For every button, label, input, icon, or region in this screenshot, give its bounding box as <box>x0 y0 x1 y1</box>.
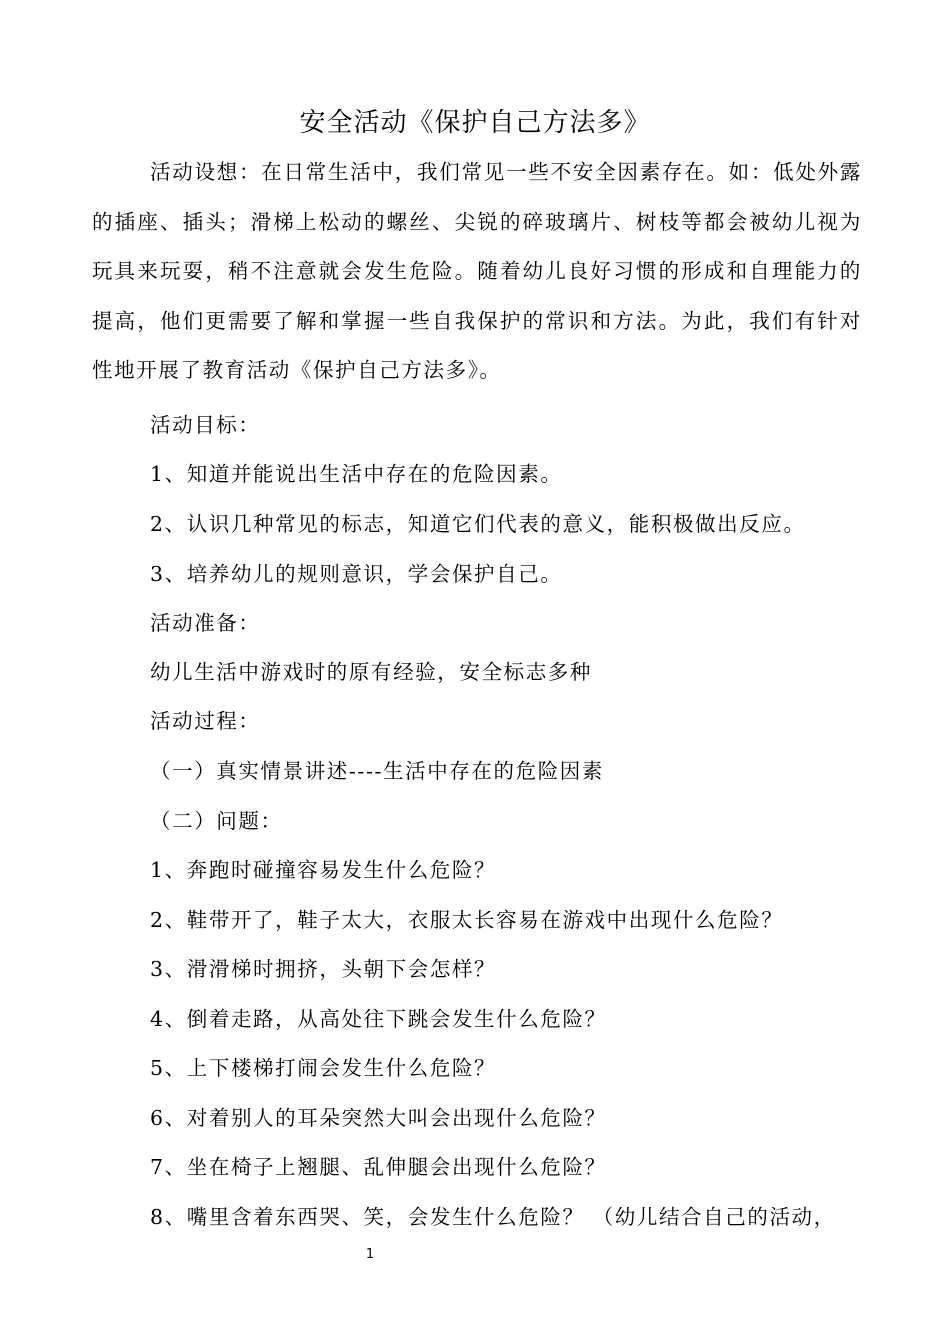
question-item-4: 4、倒着走路，从高处往下跳会发生什么危险？ <box>150 1007 607 1031</box>
document-title: 安全活动《保护自己方法多》 <box>299 108 651 138</box>
question-item-6: 6、对着别人的耳朵突然大叫会出现什么危险？ <box>150 1106 607 1130</box>
section-heading-preparation: 活动准备： <box>150 611 261 635</box>
goal-item-1: 1、知道并能说出生活中存在的危险因素。 <box>150 462 563 486</box>
question-item-8: 8、嘴里含着东西哭、笑，会发生什么危险？ （幼儿结合自己的活动， <box>150 1205 836 1229</box>
section-heading-goals: 活动目标： <box>150 413 261 437</box>
goal-item-3: 3、培养幼儿的规则意识，学会保护自己。 <box>150 562 563 586</box>
intro-paragraph: 活动设想：在日常生活中，我们常见一些不安全因素存在。如：低处外露的插座、插头；滑梯上松动的螺丝、尖锐的碎玻璃片、树枝等都会被幼儿视为玩具来玩耍，稍不注意就会发生危险。随着幼儿良好习惯的形成和自理能力的提高，他们更需要了解和掌握一些自我保护的常识和方法。为此，我们有针对性地开展了教育活动《保护自己方法多》。 <box>92 160 862 382</box>
question-item-2: 2、鞋带开了，鞋子太大，衣服太长容易在游戏中出现什么危险？ <box>150 908 784 932</box>
question-item-1: 1、奔跑时碰撞容易发生什么危险？ <box>150 858 497 882</box>
question-item-3: 3、滑滑梯时拥挤，头朝下会怎样？ <box>150 957 497 981</box>
preparation-text: 幼儿生活中游戏时的原有经验，安全标志多种 <box>150 660 592 684</box>
goal-item-2: 2、认识几种常见的标志，知道它们代表的意义，能积极做出反应。 <box>150 512 806 536</box>
process-step-1: （一）真实情景讲述----生活中存在的危险因素 <box>150 759 605 783</box>
page-number: 1 <box>365 1247 375 1262</box>
section-heading-process: 活动过程： <box>150 709 261 733</box>
question-item-5: 5、上下楼梯打闹会发生什么危险？ <box>150 1056 497 1080</box>
process-step-2: （二）问题： <box>150 809 283 833</box>
question-item-7: 7、坐在椅子上翘腿、乱伸腿会出现什么危险？ <box>150 1155 607 1179</box>
